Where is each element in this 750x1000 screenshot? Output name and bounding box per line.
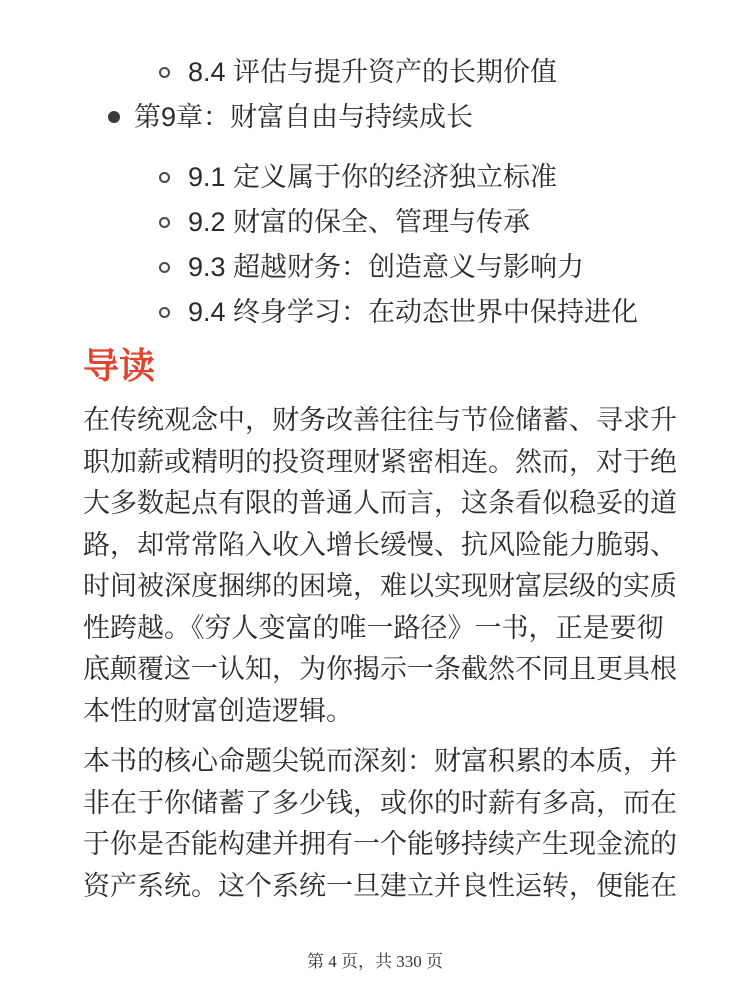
- disc-bullet-icon: [108, 111, 120, 123]
- circle-bullet-icon: [159, 67, 170, 78]
- circle-bullet-icon: [159, 307, 170, 318]
- toc-item-label: 9.1 定义属于你的经济独立标准: [188, 162, 558, 192]
- circle-bullet-icon: [159, 217, 170, 228]
- circle-bullet-icon: [159, 172, 170, 183]
- toc-item[interactable]: [83, 56, 690, 88]
- toc-item-label: 9.2 财富的保全、管理与传承: [188, 207, 531, 237]
- section-heading: 导读: [83, 345, 156, 386]
- toc-item-label: 9.3 超越财务：创造意义与影响力: [188, 252, 585, 282]
- toc-item[interactable]: [83, 161, 690, 193]
- circle-bullet-icon: [159, 262, 170, 273]
- body-paragraph: 在传统观念中，财务改善往往与节俭储蓄、寻求升职加薪或精明的投资理财紧密相连。然而，对于绝大多数起点有限的普通人而言，这条看似稳妥的道路，却常常陷入收入增长缓慢、抗风险能力脆弱、时间被深度捆绑的困境，难以实现财富层级的实质性跨越。《穷人变富的唯一路径》一书，正是要彻底颠覆这一认知，为你揭示一条截然不同且更具根本性的财富创造逻辑。: [83, 405, 677, 726]
- toc-item[interactable]: [83, 296, 690, 328]
- toc-item-chapter[interactable]: [83, 101, 690, 133]
- table-of-contents: [83, 56, 690, 328]
- toc-item-label: 第9章：财富自由与持续成长: [134, 102, 474, 132]
- toc-item-label: 8.4 评估与提升资产的长期价值: [188, 57, 558, 87]
- toc-item[interactable]: [83, 251, 690, 283]
- toc-item[interactable]: [83, 206, 690, 238]
- page-number-indicator: 第 4 页，共 330 页: [307, 952, 443, 971]
- toc-item-label: 9.4 终身学习：在动态世界中保持进化: [188, 297, 639, 327]
- body-paragraph: 本书的核心命题尖锐而深刻：财富积累的本质，并非在于你储蓄了多少钱，或你的时薪有多高，而在于你是否能构建并拥有一个能够持续产生现金流的资产系统。这个系统一旦建立并良性运转，便能在: [83, 746, 677, 901]
